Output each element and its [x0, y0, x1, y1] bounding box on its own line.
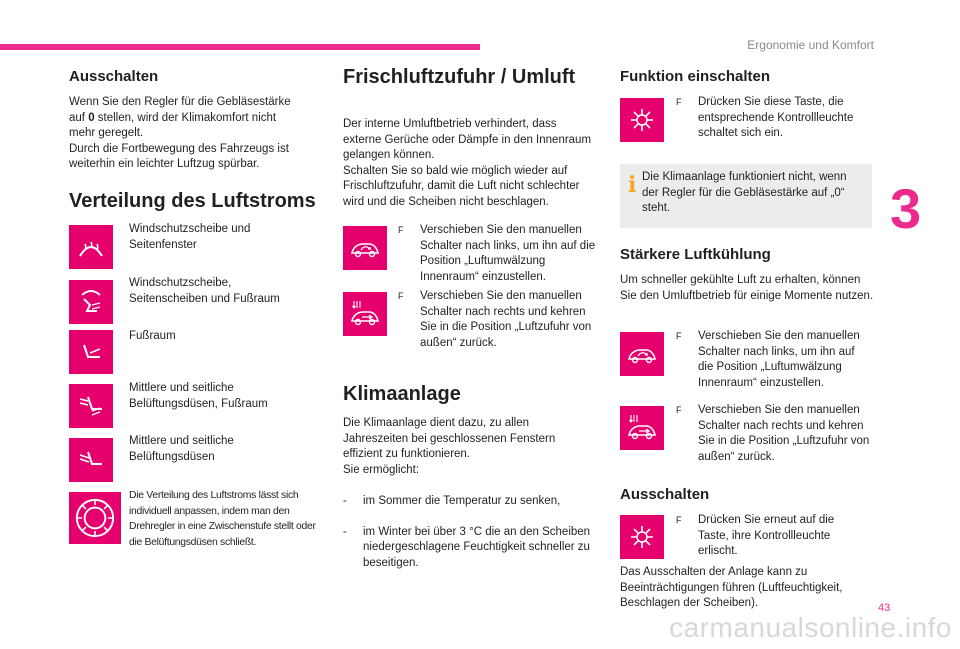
watermark: carmanualsonline.info [669, 612, 952, 643]
distribution-note: Die Verteilung des Luftstroms lässt sich individuell anpassen, indem man den Drehregler in eine Zwischenstufe stellt oder die Belüftungsdüsen schließt. [129, 490, 316, 548]
bullet-icon: F [398, 225, 404, 235]
heading-frischluft: Frischluftzufuhr / Umluft [343, 66, 576, 88]
info-box [620, 164, 872, 228]
heading-ausschalten-2: Ausschalten [620, 486, 710, 503]
bullet-icon: F [398, 291, 404, 301]
bullet-icon: F [676, 515, 682, 525]
recirculation-icon [620, 332, 664, 376]
bullet-icon: F [676, 405, 682, 415]
chapter-number: 3 [890, 177, 922, 240]
distribution-dial-icon [69, 492, 121, 544]
fresh-air-icon [343, 292, 387, 336]
frischluft-step-2: F Verschieben Sie den manuellen Schalter nach rechts und kehren Sie in die Position „Luftzufuhr von außen“ zurück. [398, 290, 592, 349]
bullet-icon: F [676, 331, 682, 341]
heading-staerker: Stärkere Luftkühlung [620, 246, 771, 263]
recirculation-icon [343, 226, 387, 270]
distribution-label-3: Fußraum [129, 330, 176, 342]
heading-klimaanlage: Klimaanlage [343, 383, 461, 405]
header-accent-bar [0, 44, 480, 50]
staerker-step-1: F Verschieben Sie den manuellen Schalter nach links, um ihn auf die Position „Luftumwälzung Innenraum“ einzustellen. [676, 330, 860, 389]
frischluft-step-1: F Verschieben Sie den manuellen Schalter nach links, um ihn auf die Position „Luftumwälzung Innenraum“ einzustellen. [398, 224, 596, 283]
funktion-step: F Drücken Sie diese Taste, die entsprechende Kontrollleuchte schaltet sich ein. [676, 96, 854, 139]
ac-snowflake-icon [620, 98, 664, 142]
heading-verteilung: Verteilung des Luftstroms [69, 190, 316, 212]
klimaanlage-list [343, 478, 605, 587]
heading-funktion: Funktion einschalten [620, 68, 771, 85]
info-icon: i [628, 172, 637, 198]
section-title: Ergonomie und Komfort [747, 38, 874, 52]
distribution-label-2: Windschutzscheibe, Seitenscheiben und Fußraum [129, 277, 280, 305]
windshield-defrost-icon [69, 225, 113, 269]
klimaanlage-text: Die Klimaanlage dient dazu, zu allen Jahreszeiten bei geschlossenen Fenstern effizient zu funktionieren. Sie ermöglicht: [343, 417, 556, 476]
ac-snowflake-icon [620, 515, 664, 559]
windshield-feet-icon [69, 280, 113, 324]
fresh-air-icon [620, 406, 664, 450]
vents-icon [69, 438, 113, 482]
frischluft-text: Der interne Umluftbetrieb verhindert, dass externe Gerüche oder Dämpfe in den Innenraum gelangen können. Schalten Sie so bald wie möglich wieder auf Frischluftzufuhr, damit die Luft nicht schlechter wird und die Scheiben nicht beschlagen. [343, 118, 592, 208]
info-text: Die Klimaanlage funktioniert nicht, wenn der Regler für die Gebläsestärke auf „0“ steht. [642, 171, 847, 214]
list-item: - im Sommer die Temperatur zu senken, [343, 494, 561, 507]
ausschalten-note: Das Ausschalten der Anlage kann zu Beeinträchtigungen führen (Luftfeuchtigkeit, Beschlagen der Scheiben). [620, 566, 843, 609]
ausschalten-step: F Drücken Sie erneut auf die Taste, ihre Kontrollleuchte erlischt. [676, 514, 835, 557]
distribution-label-5: Mittlere und seitliche Belüftungsdüsen [129, 435, 234, 463]
distribution-label-1: Windschutzscheibe und Seitenfenster [129, 223, 251, 251]
vents-feet-icon [69, 384, 113, 428]
heading-ausschalten: Ausschalten [69, 68, 159, 85]
distribution-label-4: Mittlere und seitliche Belüftungsdüsen, Fußraum [129, 382, 268, 410]
staerker-step-2: F Verschieben Sie den manuellen Schalter nach rechts und kehren Sie in die Position „Luftzufuhr von außen“ zurück. [676, 404, 870, 463]
ausschalten-text: Wenn Sie den Regler für die Gebläsestärke auf 0 stellen, wird der Klimakomfort nicht mehr geregelt. Durch die Fortbewegung des Fahrzeugs ist weiterhin ein leichter Luftzug spürbar. [69, 96, 291, 170]
staerker-text: Um schneller gekühlte Luft zu erhalten, können Sie den Umluftbetrieb für einige Momente nutzen. [620, 274, 874, 302]
page-number: 43 [878, 602, 891, 614]
list-item: - im Winter bei über 3 °C die an den Scheiben niedergeschlagene Feuchtigkeit schneller zu beseitigen. [343, 525, 591, 569]
feet-icon [69, 330, 113, 374]
bullet-icon: F [676, 97, 682, 107]
